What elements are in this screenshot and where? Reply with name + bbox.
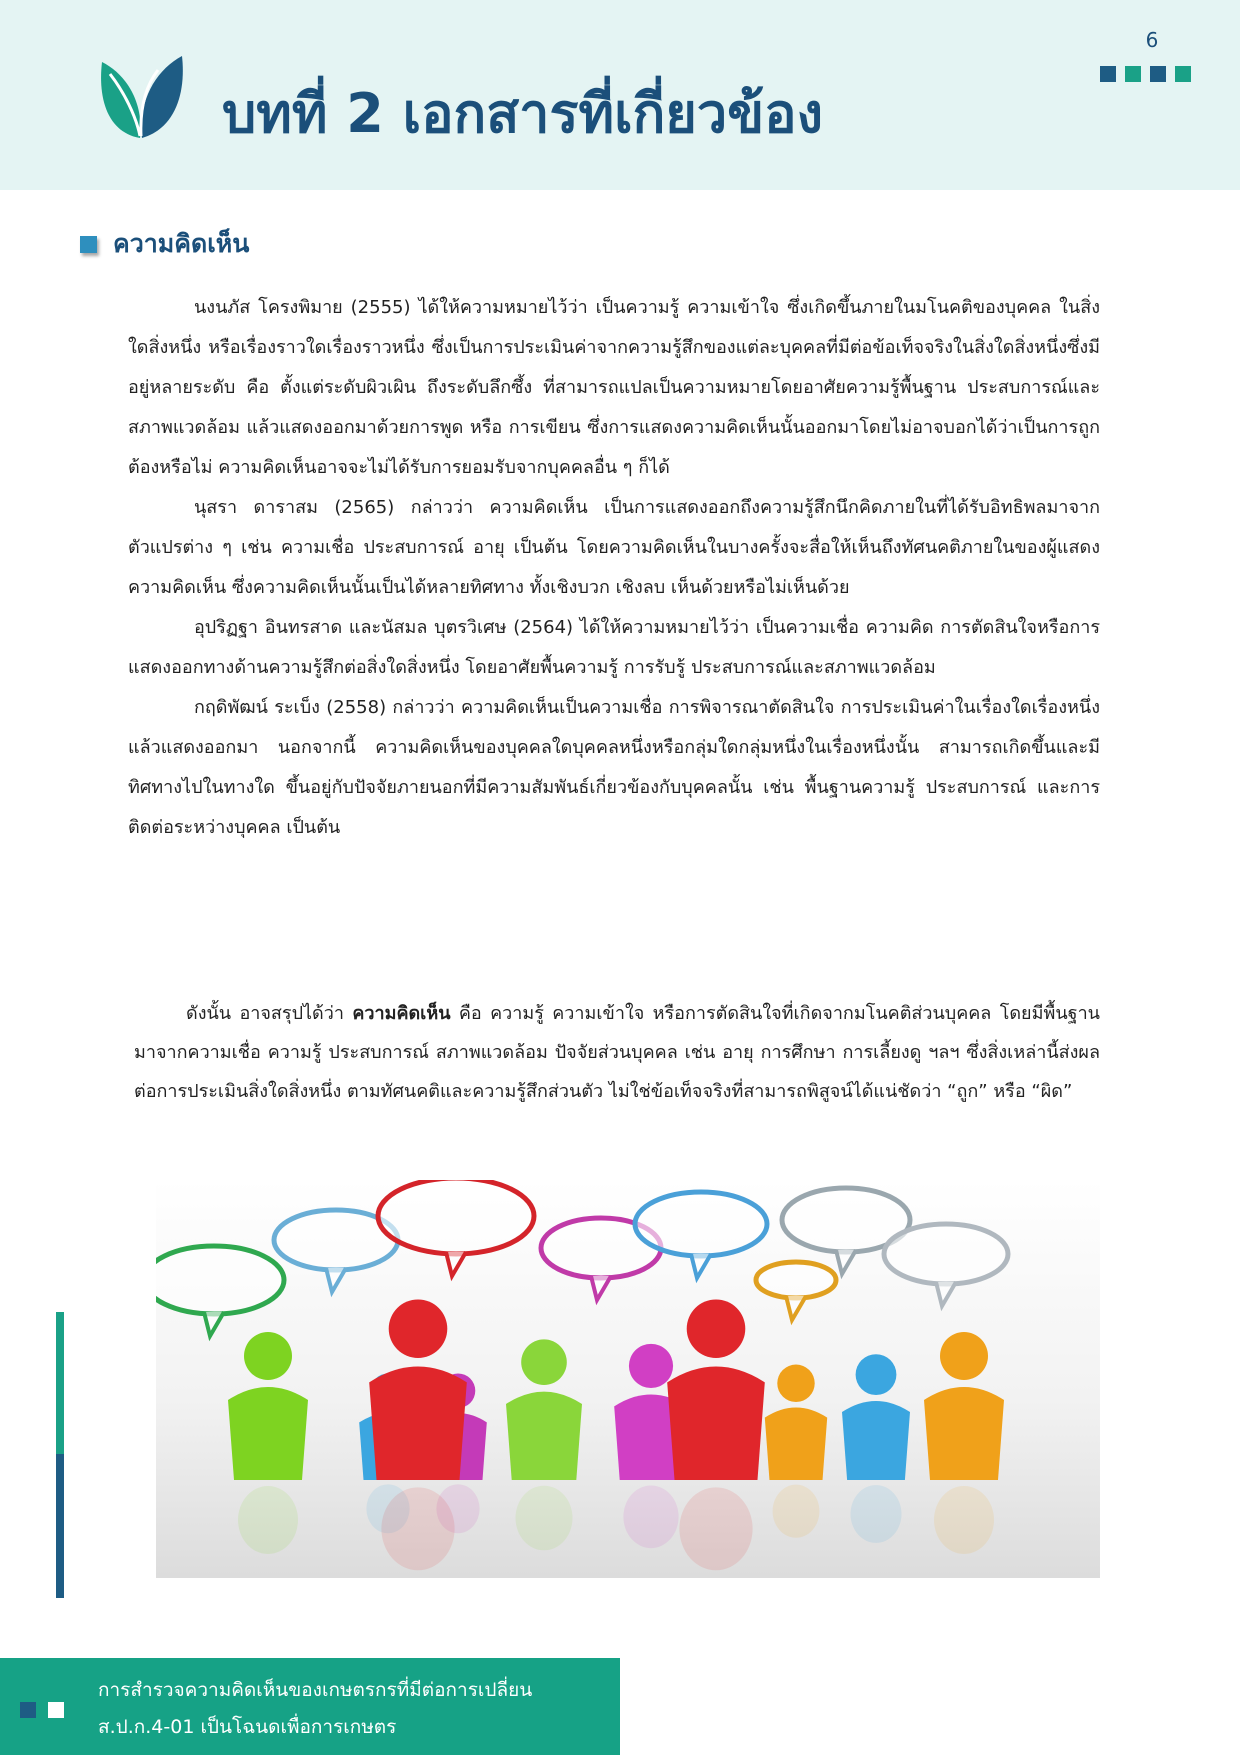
speech-bubble-icon — [635, 1192, 767, 1256]
summary-text — [134, 994, 1100, 1111]
summary-lead: ดังนั้น อาจสรุปได้ว่า — [186, 1003, 353, 1024]
footer-line: ส.ป.ก.4-01 เป็นโฉนดเพื่อการเกษตร — [98, 1716, 397, 1738]
header-decoration — [1100, 66, 1191, 82]
footer-decoration — [20, 1702, 64, 1718]
square-bullet-icon — [80, 236, 97, 253]
person-figure-icon — [228, 1387, 308, 1480]
figure-reflection — [679, 1487, 752, 1570]
section-heading — [80, 224, 249, 264]
decor-square — [1125, 66, 1141, 82]
decor-square — [48, 1702, 64, 1718]
paragraph: นุสรา ดาราสม (2565) กล่าวว่า ความคิดเห็น เป็นการแสดงออกถึงความรู้สึกนึกคิดภายในที่ได้รับอิทธิพลมาจากตัวแปรต่าง ๆ เช่น ความเชื่อ ประสบการณ์ อายุ เป็นต้น โดยความคิดเห็นในบางครั้งจะสื่อให้เห็นถึงทัศนคติภายในของผู้แสดงความคิดเห็น ซึ่งความคิดเห็นนั้นเป็นได้หลายทิศทาง ทั้งเชิงบวก เชิงลบ เห็นด้วยหรือไม่เห็นด้วย — [128, 497, 1100, 598]
figure-reflection — [851, 1485, 902, 1543]
speech-bubble-icon — [378, 1180, 534, 1254]
person-head-icon — [687, 1299, 746, 1358]
figure-reflection — [516, 1486, 573, 1551]
paragraph: นงนภัส โครงพิมาย (2555) ได้ให้ความหมายไว้ว่า เป็นความรู้ ความเข้าใจ ซึ่งเกิดขึ้นภายในมโนคติของบุคคล ในสิ่งใดสิ่งหนึ่ง หรือเรื่องราวใดเรื่องราวหนึ่ง ซึ่งเป็นการประเมินค่าจากความรู้สึกของแต่ละบุคคลที่มีต่อข้อเท็จจริงในสิ่งใดสิ่งหนึ่งซึ่งมีอยู่หลายระดับ คือ ตั้งแต่ระดับผิวเผิน ถึงระดับลึกซึ้ง ที่สามารถแปลเป็นความหมายโดยอาศัยความรู้พื้นฐาน ประสบการณ์และสภาพแวดล้อม แล้วแสดงออกมาด้วยการพูด หรือ การเขียน ซึ่งการแสดงความคิดเห็นนั้นออกมาโดยไม่อาจบอกได้ว่าเป็นการถูกต้องหรือไม่ ความคิดเห็นอาจจะไม่ได้รับการยอมรับจากบุคคลอื่น ๆ ก็ได้ — [128, 297, 1100, 478]
leaf-logo-icon — [96, 52, 188, 142]
person-head-icon — [629, 1344, 673, 1388]
chapter-title: บทที่ 2 เอกสารที่เกี่ยวข้อง — [222, 82, 823, 145]
person-head-icon — [777, 1365, 814, 1402]
side-accent-bar — [56, 1454, 64, 1598]
person-figure-icon — [842, 1401, 910, 1480]
people-speech-bubbles-illustration — [156, 1180, 1100, 1578]
person-figure-icon — [765, 1407, 827, 1480]
speech-bubble-icon — [756, 1262, 836, 1298]
speech-bubble-tail — [591, 1276, 611, 1300]
side-accent-bar — [56, 1312, 64, 1454]
speech-bubble-tail — [691, 1254, 711, 1278]
decor-square — [1175, 66, 1191, 82]
summary-rest: คือ ความรู้ ความเข้าใจ หรือการตัดสินใจที่เกิดจากมโนคติส่วนบุคคล โดยมีพื้นฐานมาจากความเชื่อ ความรู้ ประสบการณ์ สภาพแวดล้อม ปัจจัยส่วนบุคคล เช่น อายุ การศึกษา การเลี้ยงดู ฯลฯ ซึ่งสิ่งเหล่านี้ส่งผลต่อการประเมินสิ่งใดสิ่งหนึ่ง ตามทัศนคติและความรู้สึกส่วนตัว ไม่ใช่ข้อเท็จจริงที่สามารถพิสูจน์ได้แน่ชัดว่า “ถูก” หรือ “ผิด” — [134, 1003, 1100, 1102]
person-figure-icon — [506, 1392, 582, 1480]
decor-square — [1150, 66, 1166, 82]
footer-line: การสำรวจความคิดเห็นของเกษตรกรที่มีต่อการเปลี่ยน — [98, 1679, 533, 1701]
speech-bubble-tail — [326, 1268, 346, 1292]
figure-reflection — [934, 1486, 994, 1554]
decor-square — [1100, 66, 1116, 82]
speech-bubble-tail — [936, 1282, 956, 1306]
figure-reflection — [623, 1486, 678, 1549]
figure-reflection — [381, 1487, 454, 1570]
person-head-icon — [521, 1339, 567, 1385]
footer-title — [98, 1672, 532, 1746]
speech-bubble-icon — [156, 1246, 284, 1314]
person-head-icon — [940, 1332, 988, 1380]
speech-bubble-icon — [884, 1224, 1008, 1284]
page-footer — [0, 1658, 620, 1755]
summary-keyword: ความคิดเห็น — [352, 1003, 451, 1024]
decor-square — [20, 1702, 36, 1718]
speech-bubble-tail — [446, 1252, 466, 1276]
person-head-icon — [389, 1299, 448, 1358]
page-header — [0, 0, 1240, 190]
speech-bubble-tail — [836, 1250, 856, 1274]
figure-reflection — [773, 1485, 820, 1538]
paragraph: อุปริฏฐา อินทรสาด และนัสมล บุตรวิเศษ (2564) ได้ให้ความหมายไว้ว่า เป็นความเชื่อ ความคิด การตัดสินใจหรือการแสดงออกทางด้านความรู้สึกต่อสิ่งใดสิ่งหนึ่ง โดยอาศัยพื้นความรู้ การรับรู้ ประสบการณ์และสภาพแวดล้อม — [128, 617, 1100, 678]
page-number: 6 — [1145, 28, 1159, 52]
paragraph: กฤดิพัฒน์ ระเบ็ง (2558) กล่าวว่า ความคิดเห็นเป็นความเชื่อ การพิจารณาตัดสินใจ การประเมินค่าในเรื่องใดเรื่องหนึ่งแล้วแสดงออกมา นอกจากนี้ ความคิดเห็นของบุคคลใดบุคคลหนึ่งหรือกลุ่มใดกลุ่มหนึ่งในเรื่องหนึ่งนั้น สามารถเกิดขึ้นและมีทิศทางไปในทางใด ขึ้นอยู่กับปัจจัยภายนอกที่มีความสัมพันธ์เกี่ยวข้องกับบุคคลนั้น เช่น พื้นฐานความรู้ ประสบการณ์ และการติดต่อระหว่างบุคคล เป็นต้น — [128, 697, 1100, 838]
person-figure-icon — [924, 1387, 1004, 1480]
speech-bubble-tail — [204, 1312, 224, 1336]
person-head-icon — [856, 1354, 897, 1395]
section-title: ความคิดเห็น — [113, 229, 250, 258]
body-text — [128, 288, 1100, 848]
illustration-canvas — [156, 1180, 1100, 1578]
figure-reflection — [238, 1486, 298, 1554]
person-figure-icon — [369, 1367, 467, 1480]
person-figure-icon — [667, 1367, 765, 1480]
speech-bubble-tail — [786, 1296, 806, 1320]
person-head-icon — [244, 1332, 292, 1380]
summary-paragraph — [134, 994, 1100, 1111]
